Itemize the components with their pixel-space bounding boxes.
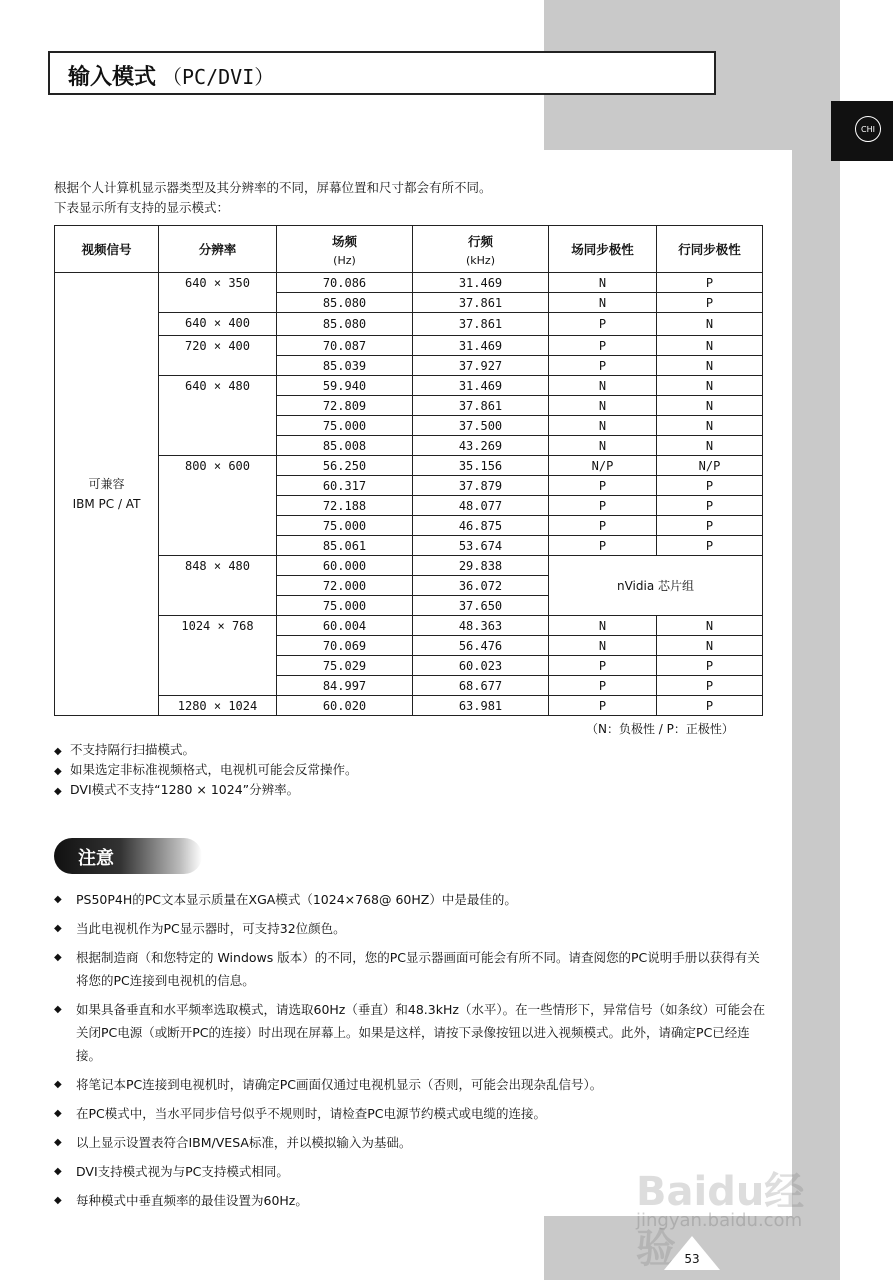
- table-header-row: [55, 226, 763, 273]
- hsync-cell: N: [657, 616, 763, 636]
- table-row: [55, 456, 763, 476]
- polarity-legend: （N：负极性 / P：正极性）: [586, 722, 734, 736]
- note-item: ◆ 将笔记本PC连接到电视机时，请确定PC画面仅通过电视机显示（否则，可能会出现杂乱信号）。: [54, 1073, 766, 1096]
- hfreq-cell: 37.861: [413, 396, 549, 416]
- vfreq-cell: 72.188: [277, 496, 413, 516]
- vsync-cell: N: [549, 396, 657, 416]
- resolution-cell: 640 × 480: [159, 376, 277, 456]
- hsync-cell: P: [657, 476, 763, 496]
- vsync-cell: N: [549, 416, 657, 436]
- page-title-main: 输入模式: [68, 65, 157, 90]
- vfreq-cell: 85.039: [277, 356, 413, 376]
- hfreq-cell: 31.469: [413, 273, 549, 293]
- diamond-bullet-icon: ◆: [54, 923, 62, 934]
- page-title-sub: （PC/DVI）: [162, 65, 275, 89]
- hsync-cell: N: [657, 313, 763, 336]
- hfreq-cell: 63.981: [413, 696, 549, 716]
- header-vfreq: 场频 (Hz): [277, 226, 413, 273]
- resolution-cell: 640 × 400: [159, 313, 277, 336]
- vfreq-cell: 85.080: [277, 313, 413, 336]
- hsync-cell: N: [657, 416, 763, 436]
- vfreq-cell: 60.317: [277, 476, 413, 496]
- vfreq-cell: 75.000: [277, 596, 413, 616]
- diamond-bullet-icon: ◆: [54, 786, 62, 797]
- display-mode-table: [54, 225, 763, 716]
- hsync-cell: P: [657, 293, 763, 313]
- header-hfreq-unit: (kHz): [466, 253, 495, 267]
- hsync-cell: P: [657, 676, 763, 696]
- hfreq-cell: 37.861: [413, 293, 549, 313]
- hfreq-cell: 48.363: [413, 616, 549, 636]
- hsync-cell: N: [657, 396, 763, 416]
- vsync-cell: N: [549, 293, 657, 313]
- vfreq-cell: 70.087: [277, 336, 413, 356]
- vfreq-cell: 75.000: [277, 516, 413, 536]
- table-row: [55, 273, 763, 293]
- vfreq-cell: 85.008: [277, 436, 413, 456]
- diamond-bullet-icon: ◆: [54, 1137, 62, 1148]
- page-number: 53: [684, 1252, 700, 1266]
- vfreq-cell: 56.250: [277, 456, 413, 476]
- hsync-cell: P: [657, 516, 763, 536]
- note-heading: [54, 838, 202, 874]
- header-resolution: 分辨率: [159, 226, 277, 273]
- vsync-cell: P: [549, 356, 657, 376]
- note-item: ◆ 根据制造商（和您特定的 Windows 版本）的不同，您的PC显示器画面可能会有所不同。请查阅您的PC说明手册以获得有关将您的PC连接到电视机的信息。: [54, 946, 766, 992]
- page-title-box: [48, 51, 716, 95]
- hfreq-cell: 60.023: [413, 656, 549, 676]
- vfreq-cell: 70.069: [277, 636, 413, 656]
- header-vfreq-unit: (Hz): [333, 253, 356, 267]
- page-title: [68, 60, 274, 91]
- hfreq-cell: 56.476: [413, 636, 549, 656]
- vsync-cell: N: [549, 436, 657, 456]
- header-hfreq: 行频 (kHz): [413, 226, 549, 273]
- bullet-list: [54, 740, 358, 800]
- note-item: ◆ 每种模式中垂直频率的最佳设置为60Hz。: [54, 1189, 766, 1212]
- hsync-cell: P: [657, 656, 763, 676]
- vsync-cell: N/P: [549, 456, 657, 476]
- note-item: ◆ DVI支持模式视为与PC支持模式相同。: [54, 1160, 766, 1183]
- resolution-cell: 1280 × 1024: [159, 696, 277, 716]
- diamond-bullet-icon: ◆: [54, 746, 62, 757]
- hfreq-cell: 37.861: [413, 313, 549, 336]
- vfreq-cell: 85.080: [277, 293, 413, 313]
- note-item: ◆ 如果具备垂直和水平频率选取模式，请选取60Hz（垂直）和48.3kHz（水平）。在一些情形下，异常信号（如条纹）可能会在关闭PC电源（或断开PC的连接）时出现在屏幕上。如果是这样，请按下录像按钮以进入视频模式。此外，请确定PC已经连接。: [54, 998, 766, 1067]
- hfreq-cell: 53.674: [413, 536, 549, 556]
- resolution-cell: 800 × 600: [159, 456, 277, 556]
- diamond-bullet-icon: ◆: [54, 894, 62, 905]
- note-heading-label: 注意: [78, 848, 114, 869]
- resolution-cell: 848 × 480: [159, 556, 277, 616]
- right-gray-band: [792, 0, 840, 1280]
- vsync-cell: N: [549, 636, 657, 656]
- vfreq-cell: 75.000: [277, 416, 413, 436]
- vfreq-cell: 70.086: [277, 273, 413, 293]
- diamond-bullet-icon: ◆: [54, 1108, 62, 1119]
- vsync-cell: P: [549, 336, 657, 356]
- vsync-cell: P: [549, 516, 657, 536]
- hfreq-cell: 48.077: [413, 496, 549, 516]
- table-row: [55, 696, 763, 716]
- header-signal: 视频信号: [55, 226, 159, 273]
- table-row: [55, 556, 763, 576]
- hsync-cell: P: [657, 536, 763, 556]
- vsync-cell: P: [549, 536, 657, 556]
- vsync-cell: N: [549, 376, 657, 396]
- diamond-bullet-icon: ◆: [54, 1166, 62, 1177]
- hfreq-cell: 29.838: [413, 556, 549, 576]
- hfreq-cell: 31.469: [413, 336, 549, 356]
- vfreq-cell: 72.000: [277, 576, 413, 596]
- diamond-bullet-icon: ◆: [54, 952, 62, 963]
- bullet-item: ◆ 如果选定非标准视频格式，电视机可能会反常操作。: [54, 760, 358, 780]
- watermark-url: jingyan.baidu.com: [636, 1210, 803, 1231]
- diamond-bullet-icon: ◆: [54, 1079, 62, 1090]
- vfreq-cell: 60.004: [277, 616, 413, 636]
- vfreq-cell: 75.029: [277, 656, 413, 676]
- note-item: ◆ 以上显示设置表符合IBM/VESA标准，并以模拟输入为基础。: [54, 1131, 766, 1154]
- hfreq-cell: 68.677: [413, 676, 549, 696]
- bullet-item: ◆ 不支持隔行扫描模式。: [54, 740, 358, 760]
- header-vsync: 场同步极性: [549, 226, 657, 273]
- hfreq-cell: 43.269: [413, 436, 549, 456]
- vsync-cell: P: [549, 696, 657, 716]
- intro-line-2: 下表显示所有支持的显示模式：: [54, 200, 230, 215]
- vsync-cell: P: [549, 476, 657, 496]
- table-row: [55, 336, 763, 356]
- vsync-cell: P: [549, 656, 657, 676]
- diamond-bullet-icon: ◆: [54, 1004, 62, 1015]
- resolution-cell: 1024 × 768: [159, 616, 277, 696]
- hsync-cell: N: [657, 376, 763, 396]
- header-hsync: 行同步极性: [657, 226, 763, 273]
- hsync-cell: P: [657, 696, 763, 716]
- intro-line-1: 根据个人计算机显示器类型及其分辨率的不同，屏幕位置和尺寸都会有所不同。: [54, 180, 492, 195]
- table-row: [55, 616, 763, 636]
- nvidia-chipset-cell: nVidia 芯片组: [549, 556, 763, 616]
- diamond-bullet-icon: ◆: [54, 1195, 62, 1206]
- resolution-cell: 720 × 400: [159, 336, 277, 376]
- vfreq-cell: 60.020: [277, 696, 413, 716]
- vfreq-cell: 72.809: [277, 396, 413, 416]
- vsync-cell: P: [549, 313, 657, 336]
- vfreq-cell: 84.997: [277, 676, 413, 696]
- hfreq-cell: 37.927: [413, 356, 549, 376]
- language-tab-label: CHI: [855, 116, 881, 142]
- vfreq-cell: 60.000: [277, 556, 413, 576]
- hsync-cell: P: [657, 273, 763, 293]
- table-row: [55, 313, 763, 336]
- note-item: ◆ 在PC模式中，当水平同步信号似乎不规则时，请检查PC电源节约模式或电缆的连接。: [54, 1102, 766, 1125]
- hsync-cell: N/P: [657, 456, 763, 476]
- hfreq-cell: 37.879: [413, 476, 549, 496]
- diamond-bullet-icon: ◆: [54, 766, 62, 777]
- note-item: ◆ 当此电视机作为PC显示器时，可支持32位颜色。: [54, 917, 766, 940]
- vsync-cell: N: [549, 273, 657, 293]
- vfreq-cell: 85.061: [277, 536, 413, 556]
- hfreq-cell: 31.469: [413, 376, 549, 396]
- signal-cell: 可兼容 IBM PC / AT: [55, 273, 159, 716]
- vsync-cell: P: [549, 496, 657, 516]
- hsync-cell: N: [657, 636, 763, 656]
- hfreq-cell: 35.156: [413, 456, 549, 476]
- hsync-cell: N: [657, 356, 763, 376]
- bullet-item: ◆ DVI模式不支持“1280 × 1024”分辨率。: [54, 780, 358, 800]
- hsync-cell: N: [657, 336, 763, 356]
- vsync-cell: P: [549, 676, 657, 696]
- vsync-cell: N: [549, 616, 657, 636]
- note-item: ◆ PS50P4H的PC文本显示质量在XGA模式（1024×768@ 60HZ）中是最佳的。: [54, 888, 766, 911]
- hfreq-cell: 36.072: [413, 576, 549, 596]
- hsync-cell: N: [657, 436, 763, 456]
- hsync-cell: P: [657, 496, 763, 516]
- hfreq-cell: 46.875: [413, 516, 549, 536]
- watermark-brand: Baidu经验: [636, 1169, 805, 1272]
- hfreq-cell: 37.650: [413, 596, 549, 616]
- resolution-cell: 640 × 350: [159, 273, 277, 313]
- vfreq-cell: 59.940: [277, 376, 413, 396]
- hfreq-cell: 37.500: [413, 416, 549, 436]
- table-row: [55, 376, 763, 396]
